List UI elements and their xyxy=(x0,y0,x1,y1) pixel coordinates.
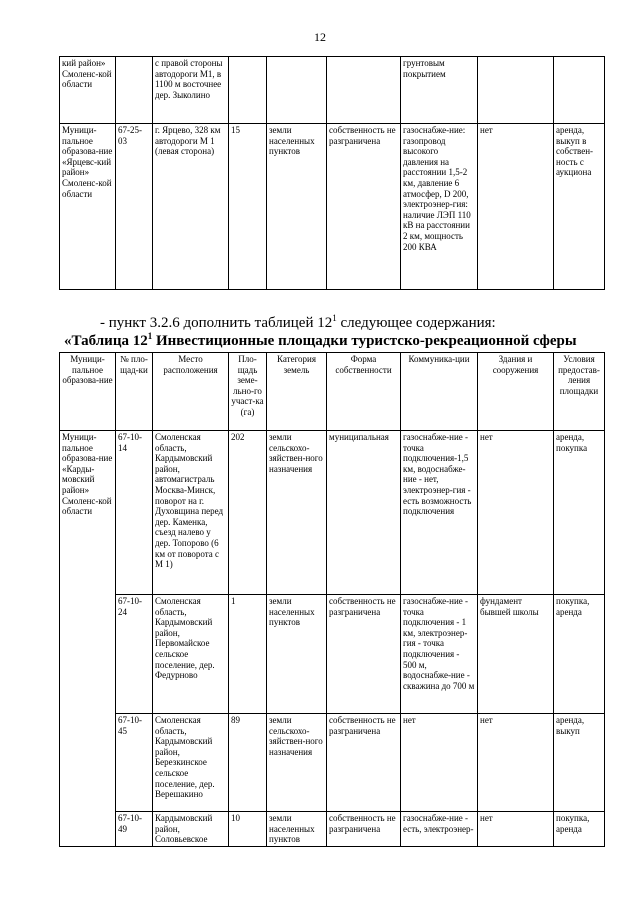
table-cell: Смоленская область, Кардымовский район, Первомайское сельское поселение, дер. Федурново xyxy=(153,595,229,714)
title-superscript: 1 xyxy=(147,331,153,341)
amendment-paragraph xyxy=(100,315,496,332)
column-header: Условия предостав-ления площадки xyxy=(554,353,605,431)
table-row xyxy=(60,57,605,124)
column-header: Коммуника-ции xyxy=(401,353,478,431)
table-row xyxy=(60,431,605,595)
table-cell: нет xyxy=(478,124,554,290)
table-cell: земли населенных пунктов xyxy=(267,595,327,714)
column-header: Пло-щадь земе-льно-го участ-ка (га) xyxy=(229,353,267,431)
table-row xyxy=(60,595,605,714)
table-cell: 10 xyxy=(229,812,267,847)
table-cell: Муници-пальное образова-ние «Ярцевс-кий район» Смоленс-кой области xyxy=(60,124,116,290)
table-cell: покупка, аренда xyxy=(554,595,605,714)
table-cell: Смоленская область, Кардымовский район, автомагистраль Москва-Минск, поворот на г. Духовщина перед дер. Каменка, съезд налево у дер. Топорово (6 км от поворота с М 1) xyxy=(153,431,229,595)
table-cell: Смоленская область, Кардымовский район, Березкинское сельское поселение, дер. Верешакино xyxy=(153,714,229,812)
table-cell: аренда, выкуп в собствен-ность с аукциона xyxy=(554,124,605,290)
table-cell: собственность не разграничена xyxy=(327,124,401,290)
table-cell: Кардымовский район, Соловьевское xyxy=(153,812,229,847)
table-cell: 67-10-14 xyxy=(116,431,153,595)
table-title xyxy=(64,333,577,350)
table-cell: 67-10-45 xyxy=(116,714,153,812)
table-row xyxy=(60,124,605,290)
table-header-row xyxy=(60,353,605,431)
column-header: Здания и сооружения xyxy=(478,353,554,431)
table-cell xyxy=(229,57,267,124)
table-row xyxy=(60,812,605,847)
table-cell: кий район» Смоленс-кой области xyxy=(60,57,116,124)
table-cell: 89 xyxy=(229,714,267,812)
municipality-cell: Муници-пальное образова-ние «Карды-мовский район» Смоленс-кой области xyxy=(60,431,116,847)
table-cell: фундамент бывшей школы xyxy=(478,595,554,714)
table-cell: собственность не разграничена xyxy=(327,714,401,812)
table-cell xyxy=(478,57,554,124)
table-cell: нет xyxy=(401,714,478,812)
table-cell: земли населенных пунктов xyxy=(267,124,327,290)
table-cell: 15 xyxy=(229,124,267,290)
table-cell: аренда, покупка xyxy=(554,431,605,595)
table-cell xyxy=(554,57,605,124)
table-cell: нет xyxy=(478,714,554,812)
table-cell: земли населенных пунктов xyxy=(267,812,327,847)
table-cell: г. Ярцево, 328 км автодороги М 1 (левая сторона) xyxy=(153,124,229,290)
table-cell xyxy=(116,57,153,124)
column-header: Место расположения xyxy=(153,353,229,431)
column-header: Категория земель xyxy=(267,353,327,431)
table-cell: земли сельскохо-зяйствен-ного назначения xyxy=(267,431,327,595)
table-cell: грунтовым покрытием xyxy=(401,57,478,124)
table-cell: нет xyxy=(478,431,554,595)
table-cell: 1 xyxy=(229,595,267,714)
paragraph-text-end: следующее содержания: xyxy=(336,315,496,331)
table-cell: с правой стороны автодороги М1, в 1100 м восточнее дер. Зыколино xyxy=(153,57,229,124)
table-cell: газоснабже-ние: газопровод высокого давления на расстоянии 1,5-2 км, давление 6 атмосфер, D 200, электроэнер-гия: наличие ЛЭП 110 кВ на расстоянии 2 км, мощность 200 КВА xyxy=(401,124,478,290)
table-cell: 67-10-49 xyxy=(116,812,153,847)
table-cell: 67-10-24 xyxy=(116,595,153,714)
table-cell: газоснабже-ние - есть, электроэнер- xyxy=(401,812,478,847)
table-cell: 67-25-03 xyxy=(116,124,153,290)
table-cell: нет xyxy=(478,812,554,847)
title-text-end: Инвестиционные площадки туристско-рекреационной сферы xyxy=(152,333,577,349)
paragraph-superscript: 1 xyxy=(332,313,337,323)
page-number: 12 xyxy=(314,30,326,44)
table-cell: земли сельскохо-зяйствен-ного назначения xyxy=(267,714,327,812)
table-cell xyxy=(267,57,327,124)
investment-sites-table xyxy=(59,352,605,847)
table-cell: газоснабже-ние - точка подключения - 1 км, электроэнер-гия - точка подключения - 500 м, водоснабже-ние - скважина до 700 м xyxy=(401,595,478,714)
table-cell: 202 xyxy=(229,431,267,595)
column-header: № пло-щад-ки xyxy=(116,353,153,431)
top-table xyxy=(59,56,605,290)
table-cell: газоснабже-ние - точка подключения-1,5 км, водоснабже-ние - нет, электроэнер-гия - есть возможность подключения xyxy=(401,431,478,595)
table-row xyxy=(60,714,605,812)
column-header: Муници-пальное образова-ние xyxy=(60,353,116,431)
table-cell: аренда, выкуп xyxy=(554,714,605,812)
table-cell: муниципальная xyxy=(327,431,401,595)
table-cell xyxy=(327,57,401,124)
table-cell: покупка, аренда xyxy=(554,812,605,847)
column-header: Форма собственности xyxy=(327,353,401,431)
paragraph-text: - пункт 3.2.6 дополнить таблицей 12 xyxy=(100,315,333,331)
table-cell: собственность не разграничена xyxy=(327,595,401,714)
title-text: «Таблица 12 xyxy=(64,333,148,349)
table-cell: собственность не разграничена xyxy=(327,812,401,847)
